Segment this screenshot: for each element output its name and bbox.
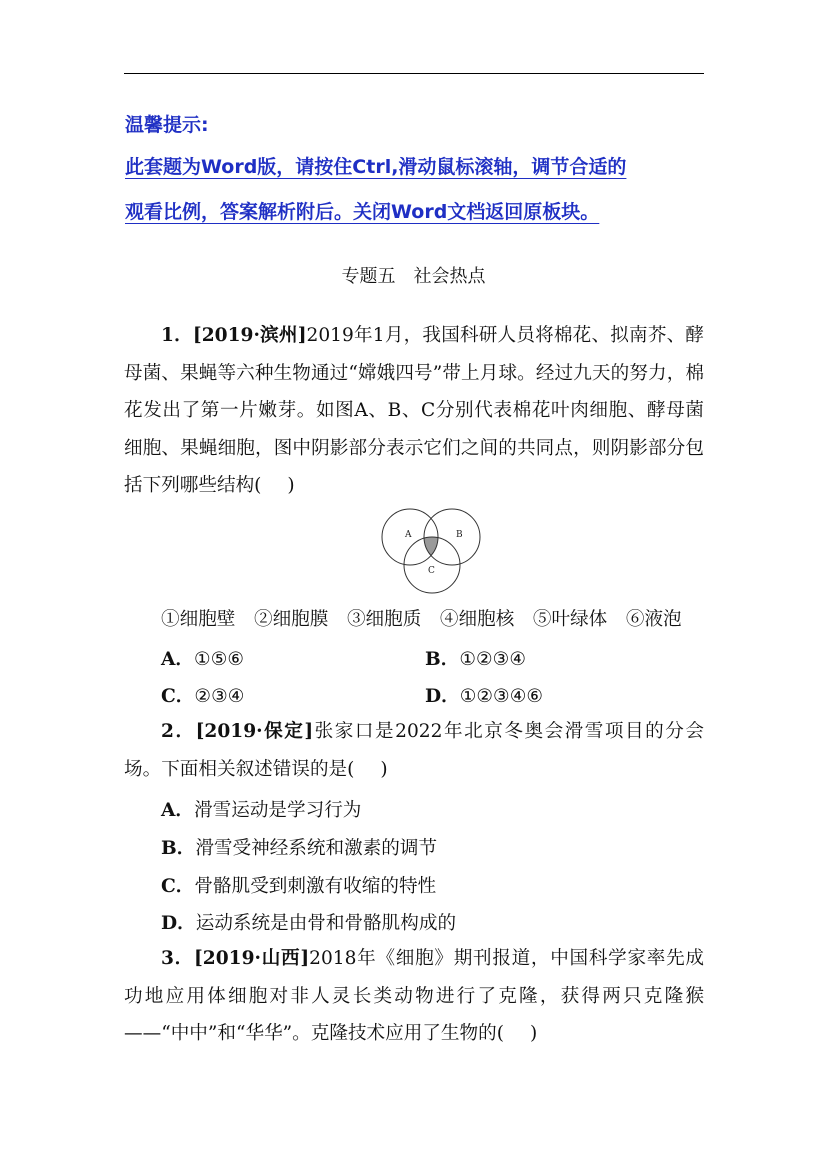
question-3-paren-end: ) xyxy=(529,1023,538,1044)
venn-label-b: B xyxy=(456,530,463,540)
header-rule xyxy=(124,73,704,74)
question-2-stem xyxy=(124,713,704,788)
question-2-text: 张家口是2022年北京冬奥会滑雪项目的分会场。下面相关叙述错误的是( xyxy=(124,721,704,780)
tip-line-2: 观看比例，答案解析附后。关闭Word文档返回原板块。 xyxy=(125,201,600,223)
question-2-option-b: B．滑雪受神经系统和激素的调节 xyxy=(161,838,438,859)
question-1-source: [2019·滨州] xyxy=(192,325,307,346)
question-1-option-b: B．①②③④ xyxy=(425,649,526,670)
venn-diagram xyxy=(380,503,484,595)
question-1-option-c: C．②③④ xyxy=(161,686,245,707)
question-2-number: 2． xyxy=(161,721,196,742)
venn-label-a: A xyxy=(405,530,412,540)
question-3-number: 3． xyxy=(161,948,194,969)
tip-title: 温馨提示: xyxy=(125,114,209,136)
section-title: 专题五 社会热点 xyxy=(341,266,486,287)
question-1-option-a: A．①⑤⑥ xyxy=(161,649,245,670)
question-1-items: ①细胞壁 ②细胞膜 ③细胞质 ④细胞核 ⑤叶绿体 ⑥液泡 xyxy=(161,609,682,630)
question-1-number: 1． xyxy=(161,325,193,346)
question-2-option-c: C．骨骼肌受到刺激有收缩的特性 xyxy=(161,876,437,897)
venn-label-c: C xyxy=(428,566,435,576)
question-2-option-d: D．运动系统是由骨和骨骼肌构成的 xyxy=(161,913,457,934)
question-1-option-d: D．①②③④⑥ xyxy=(425,686,544,707)
question-3-stem xyxy=(124,940,704,1053)
question-3-source: [2019·山西] xyxy=(193,948,310,969)
question-2-source: [2019·保定] xyxy=(195,721,314,742)
question-2-option-a: A．滑雪运动是学习行为 xyxy=(161,800,362,821)
question-1-text: 2019年1月，我国科研人员将棉花、拟南芥、酵母菌、果蝇等六种生物通过“嫦娥四号”带上月球。经过九天的努力，棉花发出了第一片嫩芽。如图A、B、C分别代表棉花叶肉细胞、酵母菌细胞、果蝇细胞，图中阴影部分表示它们之间的共同点，则阴影部分包括下列哪些结构( xyxy=(124,325,704,496)
question-1-paren-end: ) xyxy=(287,475,295,496)
question-2-paren-end: ) xyxy=(380,758,388,780)
question-1-stem xyxy=(124,317,704,505)
question-3-text: 2018年《细胞》期刊报道，中国科学家率先成功地应用体细胞对非人灵长类动物进行了克隆，获得两只克隆猴——“中中”和“华华”。克隆技术应用了生物的( xyxy=(124,948,704,1044)
tip-line-1: 此套题为Word版，请按住Ctrl,滑动鼠标滚轴，调节合适的 xyxy=(125,156,627,178)
